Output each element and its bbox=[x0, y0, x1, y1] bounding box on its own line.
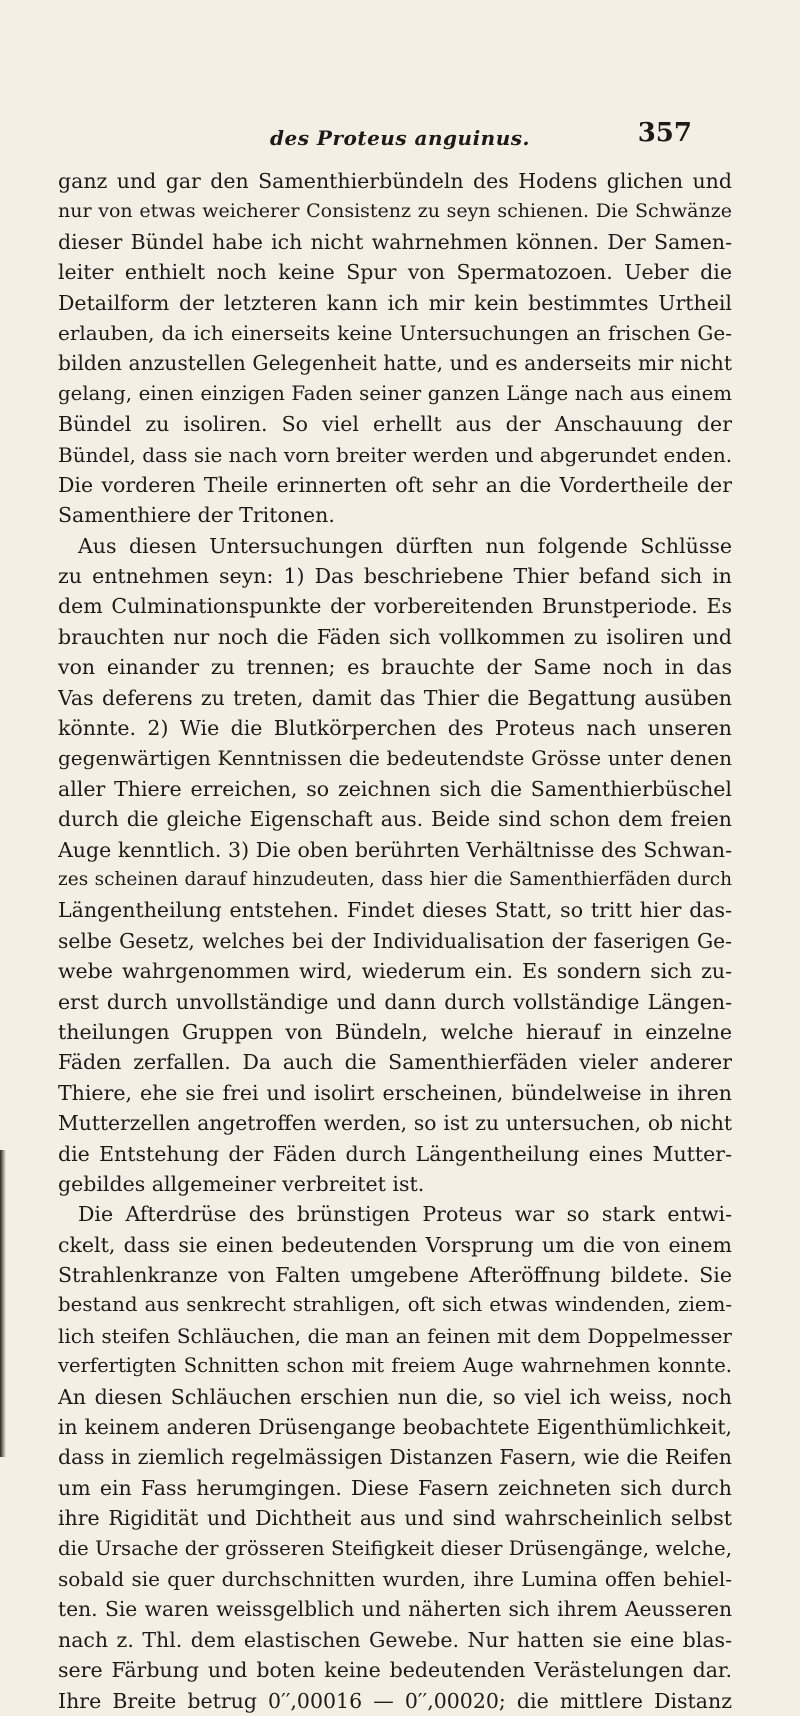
text-line: lich steifen Schläuchen, die man an feinen mit dem Doppelmesser bbox=[58, 1323, 732, 1348]
text-line: ganz und gar den Samenthierbündeln des Hodens glichen und bbox=[58, 169, 732, 193]
text-line: webe wahrgenommen wird, wiederum ein. Es sondern sich zu- bbox=[58, 959, 732, 984]
text-line: gegenwärtigen Kenntnissen die bedeutendste Grösse unter denen bbox=[58, 746, 732, 771]
running-title: des Proteus anguinus. bbox=[269, 126, 530, 150]
text-line: An diesen Schläuchen erschien nun die, so viel ich weiss, noch bbox=[58, 1384, 732, 1409]
page-number: 357 bbox=[637, 118, 692, 148]
text-line: leiter enthielt noch keine Spur von Spermatozoen. Ueber die bbox=[58, 260, 732, 285]
text-line: selbe Gesetz, welches bei der Individualisation der faserigen Ge- bbox=[58, 928, 732, 953]
text-line: Bündel, dass sie nach vorn breiter werden und abgerundet enden. bbox=[58, 442, 732, 467]
text-line: erlauben, da ich einerseits keine Untersuchungen an frischen Ge- bbox=[58, 320, 732, 345]
page-header bbox=[0, 118, 800, 158]
text-line: ckelt, dass sie einen bedeutenden Vorsprung um die von einem bbox=[58, 1232, 732, 1257]
text-line: Die Afterdrüse des brünstigen Proteus war so stark entwi- bbox=[78, 1202, 732, 1227]
body-text bbox=[58, 166, 732, 1716]
text-line: aller Thiere erreichen, so zeichnen sich die Samenthierbüschel bbox=[58, 776, 732, 801]
text-line: verfertigten Schnitten schon mit freiem Auge wahrnehmen konnte. bbox=[58, 1354, 732, 1378]
text-line: Ihre Breite betrug 0′′,00016 — 0′′,00020; die mittlere Distanz bbox=[58, 1688, 732, 1713]
text-line: dem Culminationspunkte der vorbereitenden Brunstperiode. Es bbox=[58, 594, 732, 619]
text-line: Strahlenkranze von Falten umgebene Afteröffnung bildete. Sie bbox=[58, 1263, 732, 1288]
text-line: brauchten nur noch die Fäden sich vollkommen zu isoliren und bbox=[58, 624, 732, 649]
text-line: nur von etwas weicherer Consistenz zu seyn schienen. Die Schwänze bbox=[58, 200, 732, 223]
text-line: ten. Sie waren weissgelblich und näherten sich ihrem Aeusseren bbox=[58, 1597, 732, 1622]
text-line: Längentheilung entstehen. Findet dieses Statt, so tritt hier das- bbox=[58, 898, 732, 923]
text-line: von einander zu trennen; es brauchte der Same noch in das bbox=[58, 655, 732, 680]
text-line: in keinem anderen Drüsengange beobachtete Eigenthümlichkeit, bbox=[58, 1415, 732, 1440]
text-line: die Entstehung der Fäden durch Längentheilung eines Mutter- bbox=[58, 1141, 732, 1166]
text-line: um ein Fass herumgingen. Diese Fasern zeichneten sich durch bbox=[58, 1475, 732, 1500]
text-line: Detailform der letzteren kann ich mir kein bestimmtes Urtheil bbox=[58, 290, 732, 315]
text-line: Fäden zerfallen. Da auch die Samenthierfäden vieler anderer bbox=[58, 1050, 732, 1075]
text-line: Auge kenntlich. 3) Die oben berührten Verhältnisse des Schwan- bbox=[58, 837, 732, 862]
text-line: ihre Rigidität und Dichtheit aus und sind wahrscheinlich selbst bbox=[58, 1506, 732, 1531]
text-line: könnte. 2) Wie die Blutkörperchen des Proteus nach unseren bbox=[58, 716, 732, 741]
text-line: durch die gleiche Eigenschaft aus. Beide sind schon dem freien bbox=[58, 807, 732, 832]
text-line: Die vorderen Theile erinnerten oft sehr an die Vordertheile der bbox=[58, 472, 732, 497]
text-line: Vas deferens zu treten, damit das Thier die Begattung ausüben bbox=[58, 685, 732, 710]
text-line: bestand aus senkrecht strahligen, oft sich etwas windenden, ziem- bbox=[58, 1293, 732, 1317]
text-line: bilden anzustellen Gelegenheit hatte, und es anderseits mir nicht bbox=[58, 351, 732, 376]
text-line: theilungen Gruppen von Bündeln, welche hierauf in einzelne bbox=[58, 1019, 732, 1044]
text-line: sere Färbung und boten keine bedeutenden Verästelungen dar. bbox=[58, 1658, 732, 1683]
text-line: erst durch unvollständige und dann durch vollständige Längen- bbox=[58, 989, 732, 1014]
page-edge-shadow bbox=[0, 1150, 6, 1457]
text-line: Mutterzellen angetroffen werden, so ist zu untersuchen, ob nicht bbox=[58, 1111, 732, 1136]
text-line: gelang, einen einzigen Faden seiner ganzen Länge nach aus einem bbox=[58, 381, 732, 405]
text-line: Bündel zu isoliren. So viel erhellt aus der Anschauung der bbox=[58, 412, 732, 437]
text-line: die Ursache der grösseren Steifigkeit dieser Drüsengänge, welche, bbox=[58, 1536, 732, 1560]
text-line: Samenthiere der Tritonen. bbox=[58, 503, 335, 528]
text-line: gebildes allgemeiner verbreitet ist. bbox=[58, 1171, 425, 1196]
text-line: dieser Bündel habe ich nicht wahrnehmen können. Der Samen- bbox=[58, 229, 732, 254]
text-line: Thiere, ehe sie frei und isolirt erscheinen, bündelweise in ihren bbox=[58, 1080, 732, 1105]
text-line: Aus diesen Untersuchungen dürften nun folgende Schlüsse bbox=[78, 533, 732, 558]
text-line: zes scheinen darauf hinzudeuten, dass hier die Samenthierfäden durch bbox=[58, 868, 732, 890]
text-line: sobald sie quer durchschnitten wurden, ihre Lumina offen behiel- bbox=[58, 1566, 732, 1591]
text-line: zu entnehmen seyn: 1) Das beschriebene Thier befand sich in bbox=[58, 564, 732, 589]
text-line: nach z. Thl. dem elastischen Gewebe. Nur hatten sie eine blas- bbox=[58, 1627, 732, 1652]
text-line: dass in ziemlich regelmässigen Distanzen Fasern, wie die Reifen bbox=[58, 1445, 732, 1470]
